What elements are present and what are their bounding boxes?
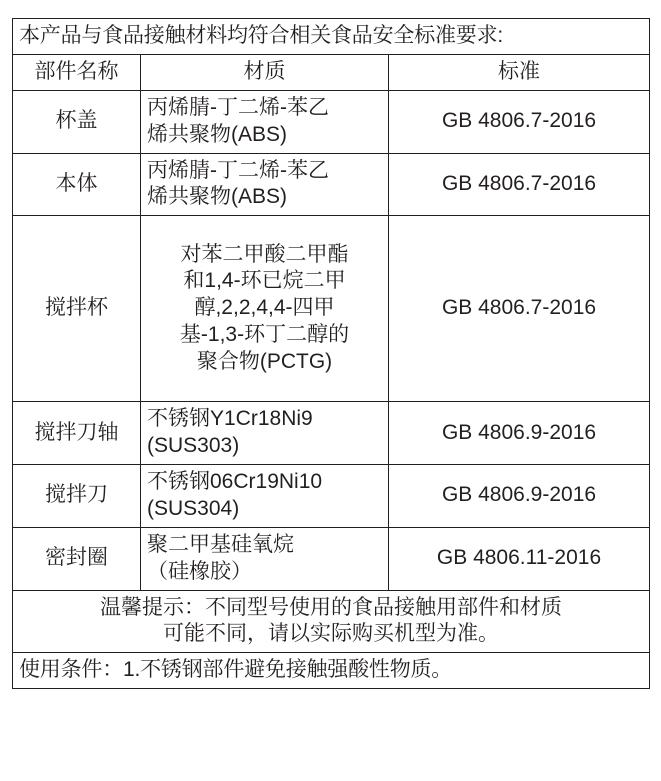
table-header-row [13, 54, 650, 90]
cell-standard: GB 4806.7-2016 [389, 216, 650, 402]
usage-row [13, 653, 650, 689]
cell-part: 搅拌杯 [13, 216, 141, 402]
column-header-material: 材质 [141, 54, 389, 90]
note-row [13, 590, 650, 653]
material-line: （硅橡胶） [147, 559, 252, 583]
cell-standard: GB 4806.9-2016 [389, 402, 650, 465]
cell-part: 搅拌刀轴 [13, 402, 141, 465]
cell-part: 杯盖 [13, 90, 141, 153]
cell-material [141, 216, 389, 402]
column-header-standard: 标准 [389, 54, 650, 90]
table-row [13, 465, 650, 528]
cell-material [141, 465, 389, 528]
usage-cell: 使用条件：1.不锈钢部件避免接触强酸性物质。 [13, 653, 650, 689]
material-spec-table [12, 18, 650, 689]
table-row [13, 527, 650, 590]
material-line: 基-1,3-环丁二醇的 [179, 323, 350, 347]
cell-part: 密封圈 [13, 527, 141, 590]
material-line: 烯共聚物(ABS) [147, 122, 288, 146]
cell-standard: GB 4806.7-2016 [389, 90, 650, 153]
material-line: 聚合物(PCTG) [196, 350, 333, 374]
cell-material [141, 402, 389, 465]
material-line: (SUS303) [147, 434, 240, 458]
cell-standard: GB 4806.9-2016 [389, 465, 650, 528]
material-line: 和1,4-环已烷二甲 [183, 269, 346, 293]
material-line: 烯共聚物(ABS) [147, 185, 288, 209]
material-line: 丙烯腈-丁二烯-苯乙 [147, 95, 329, 119]
note-cell [13, 590, 650, 653]
cell-standard: GB 4806.7-2016 [389, 153, 650, 216]
table-row [13, 153, 650, 216]
material-line: 聚二甲基硅氧烷 [147, 532, 294, 556]
cell-material [141, 527, 389, 590]
cell-standard: GB 4806.11-2016 [389, 527, 650, 590]
material-line: 不锈钢06Cr19Ni10 [147, 470, 323, 493]
cell-part: 搅拌刀 [13, 465, 141, 528]
cell-material [141, 90, 389, 153]
cell-material [141, 153, 389, 216]
cell-part: 本体 [13, 153, 141, 216]
material-line: 醇,2,2,4,4-四甲 [194, 296, 335, 320]
column-header-part: 部件名称 [13, 54, 141, 90]
table-title: 本产品与食品接触材料均符合相关食品安全标准要求: [13, 19, 650, 55]
table-row [13, 216, 650, 402]
material-line: 不锈钢Y1Cr18Ni9 [147, 407, 313, 431]
note-line-1: 温馨提示：不同型号使用的食品接触用部件和材质 [100, 595, 563, 619]
material-line: 对苯二甲酸二甲酯 [180, 242, 349, 266]
note-line-2: 可能不同，请以实际购买机型为准。 [163, 622, 500, 646]
material-line: (SUS304) [147, 496, 240, 520]
table-title-row [13, 19, 650, 55]
table-row [13, 90, 650, 153]
material-line: 丙烯腈-丁二烯-苯乙 [147, 158, 329, 182]
table-row [13, 402, 650, 465]
